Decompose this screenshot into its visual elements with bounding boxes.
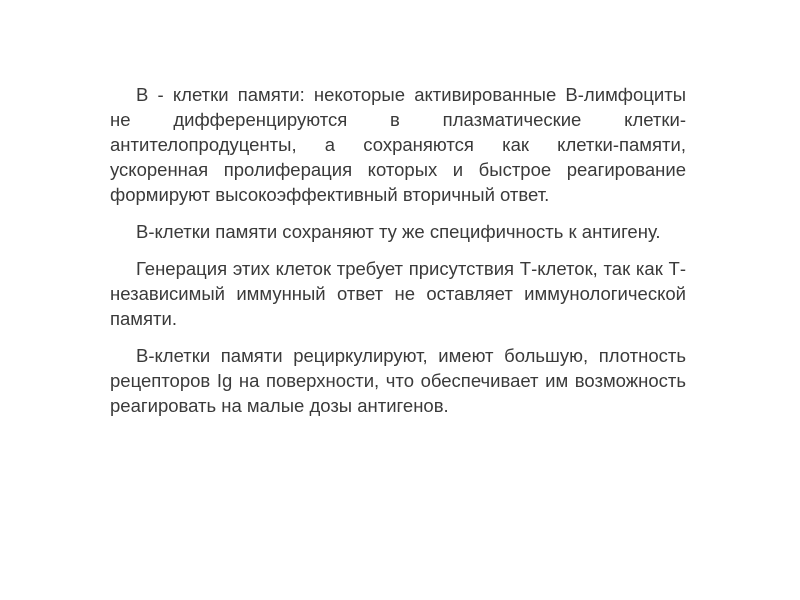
paragraph-specificity: В-клетки памяти сохраняют ту же специфичность к антигену.	[136, 221, 661, 242]
paragraph-t-cell-requirement: Генерация этих клеток требует присутствия Т-клеток, так как Т-независимый иммунный ответ не оставляет иммунологической памяти.	[110, 258, 686, 329]
paragraph-recirculation: В-клетки памяти рециркулируют, имеют большую, плотность рецепторов Ig на поверхности, что обеспечивает им возможность реагировать на малые дозы антигенов.	[110, 345, 686, 416]
paragraph-memory-b-cells: В - клетки памяти: некоторые активированные В-лимфоциты не дифференцируются в плазматические клетки-антителопродуценты, а сохраняются как клетки-памяти, ускоренная пролиферация которых и быстрое реагирование формируют высокоэффективный вторичный ответ.	[110, 84, 686, 205]
text-block	[110, 82, 686, 430]
